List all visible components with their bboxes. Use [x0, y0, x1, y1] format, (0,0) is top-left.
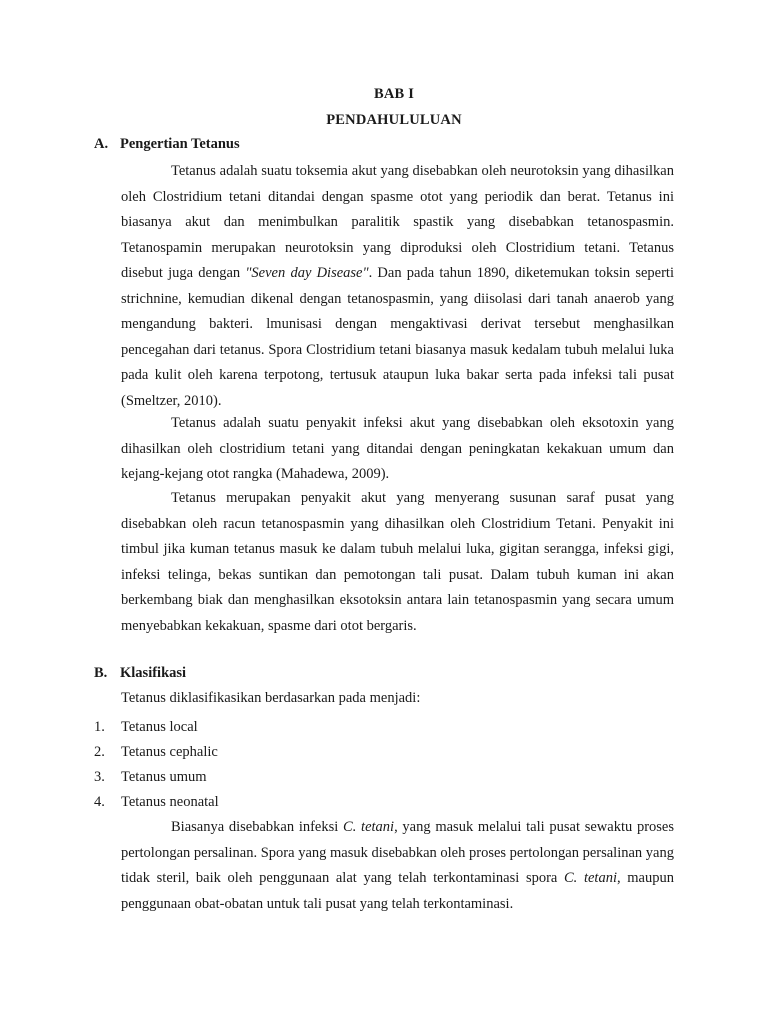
paragraph-1-italic: "Seven day Disease": [245, 265, 369, 281]
paragraph-1-text-b: . Dan pada tahun 1890, diketemukan toksin seperti strichnine, kemudian dikenal dengan tetanospasmin, yang diisolasi dari tanah anaerob yang mengandung bakteri. lmunisasi dengan mengaktivasi derivat tersebut menghasilkan pencegahan dari tetanus. Spora Clostridium tetani biasanya masuk kedalam tubuh melalui luka pada kulit oleh karena terpotong, tertusuk ataupun luka bakar serta pada infeksi tali pusat (Smeltzer, 2010).: [121, 265, 674, 409]
list-item: [94, 715, 219, 740]
list-item-text: Tetanus umum: [121, 769, 207, 785]
paragraph-4-text-a: Biasanya disebabkan infeksi: [171, 819, 344, 835]
paragraph-4-text-b: , yang masuk melalui tali pusat sewaktu proses pertolongan persalinan. Spora yang masuk disebabkan oleh proses pertolongan persalinan yang tidak steril, baik oleh penggunaan alat yang telah terkontaminasi spora: [121, 819, 674, 886]
chapter-title: PENDAHULULUAN: [326, 112, 462, 128]
section-a-title: Pengertian Tetanus: [120, 136, 240, 152]
section-b-title: Klasifikasi: [120, 665, 187, 681]
paragraph-4-italic-2: C. tetani: [564, 870, 617, 886]
paragraph-definition-1: [121, 159, 674, 414]
list-item: [94, 790, 219, 815]
classification-intro: Tetanus diklasifikasikan berdasarkan pada menjadi:: [121, 690, 421, 706]
paragraph-definition-2: Tetanus adalah suatu penyakit infeksi akut yang disebabkan oleh eksotoxin yang dihasilkan oleh clostridium tetani yang ditandai dengan peningkatan kekakuan umum dan kejang-kejang otot rangka (Mahadewa, 2009).: [121, 415, 674, 482]
classification-list: [94, 715, 219, 815]
list-item-number: 4.: [94, 794, 105, 810]
section-b-letter: B.: [94, 665, 108, 681]
list-item: [94, 740, 219, 765]
list-item-text: Tetanus cephalic: [121, 744, 218, 760]
section-a-heading: [94, 136, 240, 153]
paragraph-4-italic-1: C. tetani: [343, 819, 395, 835]
paragraph-4-text-c: , maupun penggunaan obat-obatan untuk tali pusat yang telah terkontaminasi.: [121, 870, 674, 912]
section-b-heading: [94, 665, 186, 682]
list-item-text: Tetanus local: [121, 719, 198, 735]
list-item-number: 2.: [94, 744, 105, 760]
list-item-number: 3.: [94, 769, 105, 785]
chapter-number: BAB I: [373, 86, 415, 102]
paragraph-neonatal: [121, 815, 674, 917]
paragraph-1-text-a: Tetanus adalah suatu toksemia akut yang disebabkan oleh neurotoksin yang dihasilkan oleh Clostridium tetani ditandai dengan spasme otot yang periodik dan berat. Tetanus ini biasanya akut dan menimbulkan paralitik spastik yang disebabkan tetanospasmin. Tetanospamin merupakan neurotoksin yang diproduksi oleh Clostridium tetani. Tetanus disebut juga dengan: [121, 163, 674, 281]
paragraph-definition-3: Tetanus merupakan penyakit akut yang menyerang susunan saraf pusat yang disebabkan oleh racun tetanospasmin yang dihasilkan oleh Clostridium Tetani. Penyakit ini timbul jika kuman tetanus masuk ke dalam tubuh melalui luka, gigitan serangga, infeksi gigi, infeksi telinga, bekas suntikan dan pemotongan tali pusat. Dalam tubuh kuman ini akan berkembang biak dan menghasilkan eksotoksin antara lain tetanospasmin yang secara umum menyebabkan kekakuan, spasme dari otot bergaris.: [121, 490, 674, 634]
list-item-text: Tetanus neonatal: [121, 794, 219, 810]
list-item-number: 1.: [94, 719, 105, 735]
list-item: [94, 765, 219, 790]
section-a-letter: A.: [94, 136, 109, 152]
